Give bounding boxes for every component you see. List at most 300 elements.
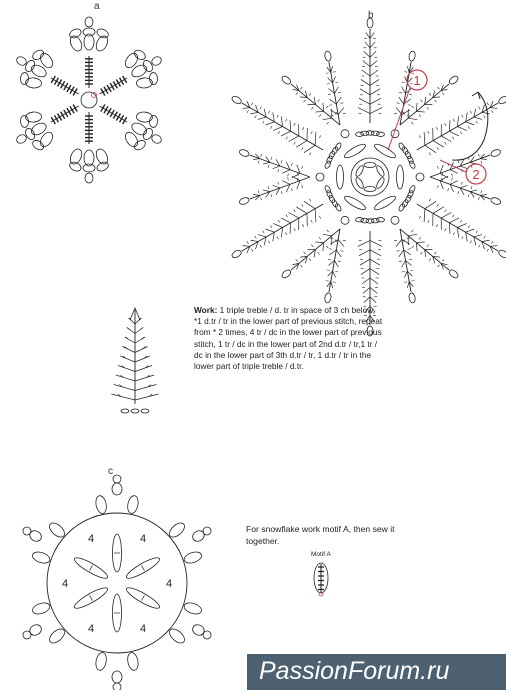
stitch-count: 4 xyxy=(139,623,147,636)
stitch-tick xyxy=(334,87,338,94)
stitch-mark xyxy=(294,142,296,145)
arm-stitch xyxy=(54,78,58,85)
base-chain xyxy=(141,409,149,413)
arm-stitch xyxy=(110,83,114,90)
stitch-mark xyxy=(470,241,472,244)
stitch-tick xyxy=(315,111,323,112)
stitch-mark xyxy=(484,236,486,239)
stitch-tick xyxy=(470,190,477,192)
stitch-mark xyxy=(411,281,414,282)
stitch-mark xyxy=(343,240,346,241)
stitch-mark xyxy=(328,94,331,95)
stitch-mark xyxy=(335,271,338,272)
picot-loop xyxy=(136,111,153,122)
stitch-mark xyxy=(247,110,249,113)
picot-loop xyxy=(20,115,29,128)
arm-stitch xyxy=(73,105,77,112)
side-branch xyxy=(281,229,340,279)
stitch-mark xyxy=(302,127,304,130)
chain-loop xyxy=(376,132,384,136)
arm-branch xyxy=(358,18,382,123)
stitch-tick xyxy=(457,228,458,238)
stitch-mark xyxy=(319,115,321,117)
inner-petal xyxy=(373,194,397,212)
stitch-mark xyxy=(468,126,470,129)
stitch-tick xyxy=(370,240,382,246)
petal-vein xyxy=(90,595,93,600)
stitch-mark xyxy=(409,94,412,95)
outer-picot xyxy=(31,550,51,565)
stitch-tick xyxy=(336,250,341,257)
stitch-mark xyxy=(258,190,259,193)
picot-loop xyxy=(130,63,149,80)
stitch-mark xyxy=(487,249,489,252)
tip-loop xyxy=(239,196,250,205)
stitch-mark xyxy=(319,216,321,219)
arm-stitch xyxy=(54,115,58,122)
stitch-mark xyxy=(330,115,333,116)
stitch-mark xyxy=(445,228,447,231)
stitch-tick xyxy=(433,207,444,214)
stitch-mark xyxy=(285,119,287,122)
stitch-tick xyxy=(425,201,436,208)
stitch-tick xyxy=(116,375,135,381)
callout-1-text: 1 xyxy=(413,73,421,88)
stitch-tick xyxy=(266,122,275,125)
stitch-mark xyxy=(468,194,469,197)
motif-a-sketch xyxy=(314,563,328,596)
stitch-mark xyxy=(287,178,288,181)
stitch-mark xyxy=(462,115,464,118)
stitch-mark xyxy=(408,105,411,106)
stitch-mark xyxy=(277,115,279,118)
stitch-tick xyxy=(243,108,250,109)
snowflake-b xyxy=(231,18,506,336)
stitch-mark xyxy=(458,191,459,194)
inner-petal xyxy=(337,165,344,189)
stitch-tick xyxy=(480,195,487,196)
stitch-mark xyxy=(287,174,288,177)
stitch-mark xyxy=(338,92,341,93)
stitch-mark xyxy=(268,241,270,244)
stitch-tick xyxy=(402,87,406,94)
stitch-tick xyxy=(416,103,417,111)
stitch-tick xyxy=(111,394,135,400)
stitch-tick xyxy=(360,89,370,95)
stitch-tick xyxy=(282,181,290,185)
stitch-tick xyxy=(404,271,407,278)
stitch-mark xyxy=(302,224,304,227)
stitch-mark xyxy=(261,154,262,157)
stitch-tick xyxy=(258,117,266,119)
stitch-tick xyxy=(333,76,336,83)
side-branch xyxy=(239,173,310,205)
stitch-tick xyxy=(490,108,497,109)
stitch-mark xyxy=(319,237,321,239)
petal-vein xyxy=(141,565,144,570)
arm-stitch xyxy=(110,110,114,117)
stitch-mark xyxy=(304,100,306,102)
stitch-mark xyxy=(427,107,429,109)
stitch-mark xyxy=(397,103,400,104)
stitch-tick xyxy=(490,246,497,247)
stitch-tick xyxy=(266,229,275,232)
stitch-mark xyxy=(484,116,486,119)
petal-vein xyxy=(90,565,93,570)
stitch-mark xyxy=(435,252,437,254)
stitch-tick xyxy=(466,113,468,122)
stitch-tick xyxy=(333,271,336,278)
stitch-tick xyxy=(258,235,266,237)
stitch-tick xyxy=(358,240,370,246)
picot-loop xyxy=(123,130,140,149)
stitch-mark xyxy=(263,231,265,234)
picot-loop xyxy=(24,59,37,73)
petal-vein xyxy=(141,595,144,600)
stitch-mark xyxy=(127,328,130,331)
tip-loop xyxy=(28,529,43,544)
stitch-mark xyxy=(300,87,302,89)
picot-loop xyxy=(68,160,82,172)
watermark xyxy=(247,654,506,690)
stitch-mark xyxy=(268,165,269,168)
stitch-mark xyxy=(311,131,313,134)
center-ring xyxy=(351,158,389,196)
tip-loop xyxy=(28,623,43,638)
stitch-mark xyxy=(409,259,412,260)
arm-stitch xyxy=(70,106,74,113)
tip-loop xyxy=(448,268,460,279)
stitch-tick xyxy=(399,250,404,257)
stitch-tick xyxy=(457,116,458,126)
stitch-mark xyxy=(296,92,298,94)
inner-petal xyxy=(364,187,376,192)
stitch-tick xyxy=(364,297,370,303)
stitch-tick xyxy=(331,281,333,287)
stitch-mark xyxy=(302,166,303,169)
arm-branch xyxy=(231,95,323,155)
stitch-count: 4 xyxy=(87,532,95,545)
branch-detail xyxy=(111,308,158,413)
stitch-mark xyxy=(479,107,481,110)
stitch-mark xyxy=(478,154,479,157)
stitch-mark xyxy=(411,122,413,124)
picot-loop xyxy=(38,51,55,70)
tip-loop xyxy=(203,527,211,535)
chain-loop xyxy=(408,160,416,169)
assembly-note: For snowflake work motif A, then sew it together. xyxy=(246,524,395,546)
stitch-mark xyxy=(453,232,455,235)
stitch-mark xyxy=(429,199,431,202)
stitch-tick xyxy=(315,209,316,222)
inner-petal xyxy=(354,165,364,178)
chain-loop xyxy=(398,203,406,212)
stitch-tick xyxy=(449,223,450,234)
stitch-tick xyxy=(408,118,417,120)
stitch-tick xyxy=(362,278,370,284)
picot-loop xyxy=(96,27,110,39)
stitch-mark xyxy=(394,113,397,114)
stitch-tick xyxy=(433,141,444,148)
stitch-tick xyxy=(290,120,291,131)
stitch-mark xyxy=(404,72,407,73)
tip-loop xyxy=(85,173,93,183)
stitch-mark xyxy=(487,103,489,106)
stitch-tick xyxy=(474,117,482,119)
stitch-mark xyxy=(460,220,462,223)
arm-stitch xyxy=(107,85,111,92)
stitch-mark xyxy=(399,92,402,93)
stitch-mark xyxy=(445,123,447,126)
stitch-tick xyxy=(304,201,315,208)
ring-node xyxy=(341,216,349,224)
stitch-mark xyxy=(309,259,311,261)
stitch-mark xyxy=(251,249,253,252)
stitch-tick xyxy=(273,127,282,131)
picot-loop xyxy=(123,51,140,70)
stitch-mark xyxy=(420,252,422,254)
stitch-tick xyxy=(457,223,466,227)
stitch-tick xyxy=(273,185,280,188)
stitch-mark xyxy=(326,73,329,74)
stitch-mark xyxy=(327,230,329,232)
stitch-mark xyxy=(442,92,444,94)
stitch-mark xyxy=(412,246,414,248)
stitch-mark xyxy=(427,245,429,247)
inner-petal xyxy=(343,194,367,212)
stitch-tick xyxy=(135,394,159,400)
stitch-mark xyxy=(436,224,438,227)
stitch-tick xyxy=(370,70,378,76)
stitch-tick xyxy=(425,145,436,152)
stitch-tick xyxy=(323,103,324,111)
stitch-mark xyxy=(329,249,332,250)
tip-loop xyxy=(408,51,416,62)
stitch-tick xyxy=(323,243,324,251)
stitch-mark xyxy=(260,245,262,248)
stitch-tick xyxy=(135,337,145,343)
ring-node xyxy=(316,173,324,181)
stitch-mark xyxy=(251,103,253,106)
stitch-mark xyxy=(319,135,321,138)
arm-spine xyxy=(51,106,79,122)
stitch-tick xyxy=(273,223,282,227)
stitch-mark xyxy=(451,174,452,177)
picot-loop xyxy=(29,63,48,80)
arm-stitch xyxy=(61,112,65,119)
stitch-mark xyxy=(438,265,440,267)
stitch-mark xyxy=(476,121,478,124)
chain-loop xyxy=(361,218,369,222)
stitch-mark xyxy=(462,237,464,240)
arm-stitch xyxy=(51,117,55,124)
inner-petal xyxy=(343,142,367,160)
stitch-tick xyxy=(135,347,148,353)
stitch-mark xyxy=(326,246,328,248)
stitch-tick xyxy=(118,366,135,372)
picot-loop xyxy=(83,28,95,36)
stitch-mark xyxy=(340,103,343,104)
tip-loop xyxy=(23,527,31,535)
stitch-tick xyxy=(361,269,370,275)
stitch-mark xyxy=(428,220,430,223)
arm-stitch xyxy=(51,76,55,83)
stitch-mark xyxy=(461,182,462,185)
ring-node xyxy=(416,173,424,181)
stitch-mark xyxy=(343,113,346,114)
work-heading: Work: xyxy=(194,305,218,315)
stitch-mark xyxy=(326,281,329,282)
outer-picot xyxy=(183,550,203,565)
base-chain xyxy=(121,409,129,413)
stitch-tick xyxy=(135,356,150,362)
stitch-mark xyxy=(311,245,313,247)
arm-stitch xyxy=(120,115,124,122)
stitch-tick xyxy=(290,223,291,234)
chain-loop xyxy=(404,150,412,159)
stitch-mark xyxy=(318,100,320,102)
picot-loop xyxy=(141,127,154,141)
picot-loop xyxy=(68,27,82,39)
stitch-tick xyxy=(120,356,135,362)
stitch-mark xyxy=(329,105,332,106)
stitch-tick xyxy=(466,122,475,125)
stitch-mark xyxy=(278,131,280,134)
stitch-tick xyxy=(449,218,459,223)
arm-spine xyxy=(99,78,127,94)
stitch-mark xyxy=(481,161,482,164)
stitch-tick xyxy=(424,132,425,145)
arm-stitch xyxy=(104,87,108,94)
stitch-mark xyxy=(286,137,288,140)
picot-loop xyxy=(25,77,42,88)
stitch-mark xyxy=(258,161,259,164)
arm-stitch xyxy=(70,87,74,94)
stitch-tick xyxy=(273,232,275,241)
inner-petal xyxy=(375,177,385,190)
arm-stitch xyxy=(116,114,120,121)
picot-loop xyxy=(20,72,29,85)
stitch-tick xyxy=(450,170,458,174)
stitch-mark xyxy=(311,220,313,223)
stitch-mark xyxy=(335,82,338,83)
stitch-tick xyxy=(416,242,424,243)
chain-loop xyxy=(324,160,332,169)
snowflake-c xyxy=(23,475,211,690)
chain-loop xyxy=(407,190,415,199)
stitch-tick xyxy=(336,97,341,104)
picot-loop xyxy=(29,121,48,138)
side-branch xyxy=(400,229,459,279)
tip-loop xyxy=(448,75,460,86)
tip-loop xyxy=(281,75,293,86)
stitch-tick xyxy=(424,209,425,222)
stitch-tick xyxy=(281,116,282,126)
stitch-mark xyxy=(255,116,257,119)
outer-picot xyxy=(94,652,107,672)
stitch-tick xyxy=(370,32,374,38)
stitch-tick xyxy=(281,131,291,136)
base-chain xyxy=(131,409,139,413)
stitch-mark xyxy=(420,100,422,102)
stitch-mark xyxy=(436,127,438,130)
stitch-mark xyxy=(270,225,272,228)
stitch-tick xyxy=(416,111,424,112)
stitch-tick xyxy=(449,131,459,136)
chain-loop xyxy=(326,155,334,164)
watermark-text: PassionForum.ru xyxy=(259,657,450,685)
arm-stitch xyxy=(58,80,62,87)
stitch-mark xyxy=(294,228,296,231)
arm-stitch xyxy=(104,106,108,113)
motif-a-label: Motif A xyxy=(311,551,331,558)
stitch-mark xyxy=(435,100,437,102)
stitch-tick xyxy=(460,166,467,169)
stitch-tick xyxy=(263,162,270,164)
callout-2-leader xyxy=(440,160,466,172)
stitch-tick xyxy=(273,113,275,122)
stitch-mark xyxy=(453,137,455,140)
stitch-tick xyxy=(370,108,382,114)
picot-loop xyxy=(149,72,158,85)
arm-stitch xyxy=(107,108,111,115)
stitch-mark xyxy=(340,251,343,252)
stitch-mark xyxy=(479,245,481,248)
stitch-mark xyxy=(302,185,303,188)
ring-node xyxy=(391,216,399,224)
stitch-mark xyxy=(311,107,313,109)
tip-loop xyxy=(113,475,121,483)
label-c: c xyxy=(108,466,113,477)
arrow-head xyxy=(472,92,480,99)
stitch-tick xyxy=(281,218,291,223)
stitch-mark xyxy=(478,197,479,200)
stitch-mark xyxy=(260,107,262,110)
tip-loop xyxy=(324,51,332,62)
stitch-mark xyxy=(437,147,439,150)
arm-stitch xyxy=(73,89,77,96)
stitch-mark xyxy=(410,270,413,271)
stitch-tick xyxy=(370,278,378,284)
stitch-tick xyxy=(370,98,381,104)
arm-stitch xyxy=(61,81,65,88)
stitch-mark xyxy=(309,93,311,95)
stitch-tick xyxy=(408,234,417,236)
stitch-tick xyxy=(370,287,377,293)
stitch-tick xyxy=(449,120,450,131)
stitch-mark xyxy=(437,166,438,169)
stitch-mark xyxy=(419,135,421,138)
stitch-mark xyxy=(255,236,257,239)
picot-loop xyxy=(31,138,45,151)
stitch-mark xyxy=(419,237,421,239)
tip-loop xyxy=(490,196,501,205)
stitch-tick xyxy=(122,347,135,353)
picot-loop xyxy=(83,164,95,172)
chain-loop xyxy=(328,194,336,203)
stitch-mark xyxy=(333,282,336,283)
stitch-tick xyxy=(315,242,323,243)
stitch-mark xyxy=(438,87,440,89)
stitch-mark xyxy=(394,240,397,241)
stitch-mark xyxy=(326,106,328,108)
stitch-mark xyxy=(278,220,280,223)
stitch-tick xyxy=(440,176,448,181)
outer-picot xyxy=(126,652,139,672)
stitch-tick xyxy=(253,195,260,196)
outer-picot xyxy=(126,495,139,515)
stitch-tick xyxy=(480,159,487,160)
